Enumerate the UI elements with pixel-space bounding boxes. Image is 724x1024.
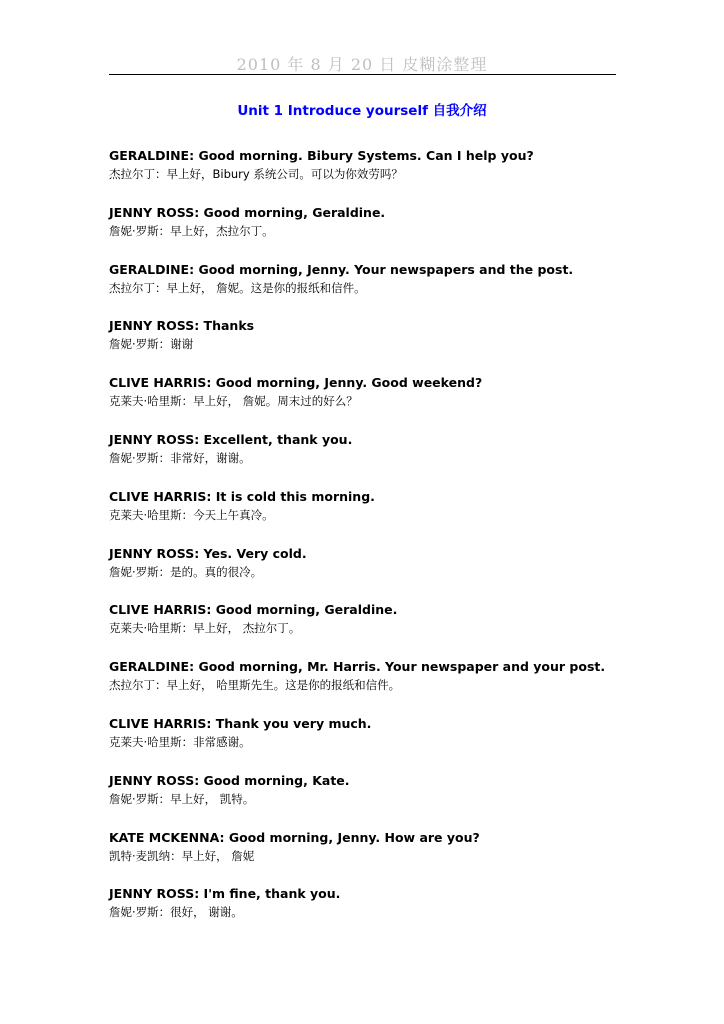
chinese-line: 克莱夫·哈里斯：早上好， 杰拉尔丁。 <box>109 621 301 636</box>
dialogue-entry <box>109 715 669 772</box>
chinese-line: 詹妮·罗斯：谢谢 <box>109 337 194 352</box>
dialogue-entry <box>109 488 669 545</box>
dialogue-entry <box>109 204 669 261</box>
dialogue-entry <box>109 374 669 431</box>
header-divider <box>109 74 616 75</box>
chinese-line: 杰拉尔丁：早上好， 哈里斯先生。这是你的报纸和信件。 <box>109 678 401 693</box>
english-line: JENNY ROSS: Good morning, Geraldine. <box>109 204 386 220</box>
english-line: JENNY ROSS: Thanks <box>109 318 255 334</box>
dialogue-entry <box>109 885 669 942</box>
chinese-line: 凯特·麦凯纳：早上好， 詹妮 <box>109 848 255 863</box>
english-line: CLIVE HARRIS: Thank you very much. <box>109 715 372 731</box>
chinese-line: 克莱夫·哈里斯：今天上午真冷。 <box>109 507 274 522</box>
dialogue-entry <box>109 545 669 602</box>
english-line: JENNY ROSS: I'm fine, thank you. <box>109 886 341 902</box>
dialogue-entry <box>109 431 669 488</box>
chinese-line: 詹妮·罗斯：早上好，杰拉尔丁。 <box>109 223 274 238</box>
english-line: KATE MCKENNA: Good morning, Jenny. How are you? <box>109 829 480 845</box>
chinese-line: 克莱夫·哈里斯：早上好， 詹妮。周末过的好么？ <box>109 394 358 409</box>
english-line: JENNY ROSS: Excellent, thank you. <box>109 431 353 447</box>
dialogue-entry <box>109 147 669 204</box>
english-line: JENNY ROSS: Yes. Very cold. <box>109 545 307 561</box>
chinese-line: 杰拉尔丁：早上好， 詹妮。这是你的报纸和信件。 <box>109 280 366 295</box>
chinese-line: 杰拉尔丁：早上好，Bibury 系统公司。可以为你效劳吗？ <box>109 167 403 181</box>
english-line: CLIVE HARRIS: It is cold this morning. <box>109 488 375 504</box>
english-line: JENNY ROSS: Good morning, Kate. <box>109 772 350 788</box>
dialogue-entry <box>109 658 669 715</box>
chinese-line: 詹妮·罗斯：是的。真的很冷。 <box>109 564 263 579</box>
chinese-line: 克莱夫·哈里斯：非常感谢。 <box>109 734 251 749</box>
english-line: GERALDINE: Good morning, Mr. Harris. Your newspaper and your post. <box>109 659 606 675</box>
english-line: CLIVE HARRIS: Good morning, Geraldine. <box>109 602 398 618</box>
english-line: GERALDINE: Good morning. Bibury Systems. Can I help you? <box>109 148 534 163</box>
english-line: CLIVE HARRIS: Good morning, Jenny. Good weekend? <box>109 375 483 391</box>
chinese-line: 詹妮·罗斯：非常好，谢谢。 <box>109 450 251 465</box>
chinese-line: 詹妮·罗斯：很好， 谢谢。 <box>109 905 243 920</box>
dialogue-entry <box>109 601 669 658</box>
dialogue-section <box>109 147 669 942</box>
dialogue-entry <box>109 317 669 374</box>
document-title: Unit 1 Introduce yourself 自我介绍 <box>237 103 487 119</box>
chinese-line: 詹妮·罗斯：早上好， 凯特。 <box>109 791 255 806</box>
page-header: 2010 年 8 月 20 日 皮糊涂整理 <box>236 55 488 74</box>
english-line: GERALDINE: Good morning, Jenny. Your newspapers and the post. <box>109 261 574 277</box>
dialogue-entry <box>109 772 669 829</box>
dialogue-entry <box>109 829 669 886</box>
dialogue-entry <box>109 261 669 318</box>
